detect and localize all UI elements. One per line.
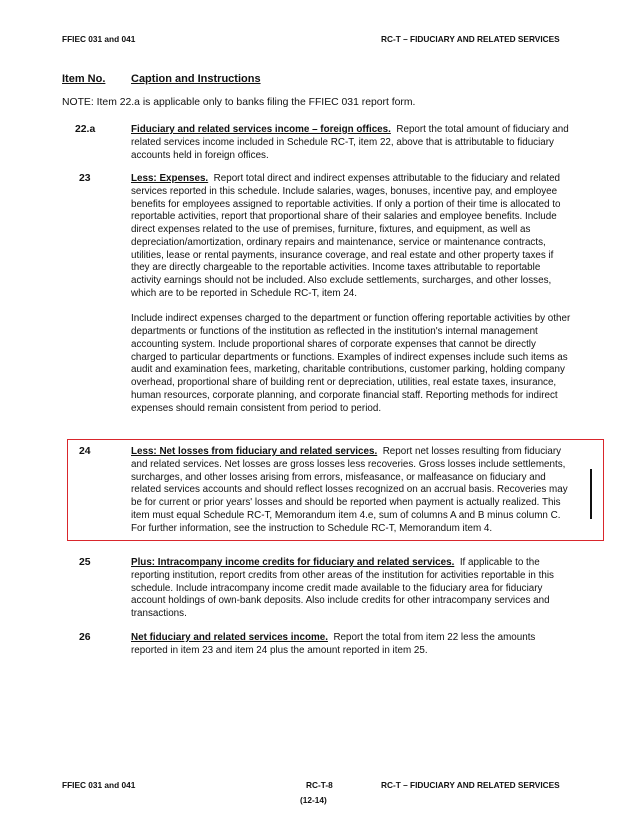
item-caption: Plus: Intracompany income credits for fiduciary and related services. bbox=[131, 557, 455, 568]
item-body bbox=[131, 173, 571, 415]
item-text: Report the total amount of fiduciary and related services income included in Schedule RC-T, item 22, above that is attributable to fiduciary accounts held in foreign offices. bbox=[131, 124, 569, 161]
item-text: If applicable to the reporting institution, report credits from other areas of the institution for activities reportable in this schedule. Include intracompany income credit made available to the fiduciary area for fiduciary account holdings of own-bank deposits. Also include credits for other intracompany services and transactions. bbox=[131, 557, 554, 619]
item-body bbox=[131, 124, 571, 162]
item-body bbox=[131, 446, 571, 535]
item-number: 25 bbox=[79, 557, 91, 568]
item-body bbox=[131, 557, 571, 621]
header-schedule-title: RC-T – FIDUCIARY AND RELATED SERVICES bbox=[381, 34, 560, 44]
item-number: 23 bbox=[79, 173, 91, 184]
header-form-id: FFIEC 031 and 041 bbox=[62, 34, 136, 44]
column-header-item-no: Item No. bbox=[62, 73, 106, 85]
note-text: NOTE: Item 22.a is applicable only to banks filing the FFIEC 031 report form. bbox=[62, 97, 416, 108]
footer-form-id: FFIEC 031 and 041 bbox=[62, 780, 136, 790]
item-caption: Less: Expenses. bbox=[131, 173, 209, 184]
item-number: 24 bbox=[79, 446, 91, 457]
item-number: 26 bbox=[79, 632, 91, 643]
item-text: Report the total from item 22 less the amounts reported in item 23 and item 24 plus the amount reported in item 25. bbox=[131, 632, 536, 656]
item-number: 22.a bbox=[75, 124, 96, 135]
footer-schedule-title: RC-T – FIDUCIARY AND RELATED SERVICES bbox=[381, 780, 560, 790]
item-caption: Less: Net losses from fiduciary and related services. bbox=[131, 446, 378, 457]
footer-page-number: RC-T-8 bbox=[306, 780, 333, 790]
item-caption: Fiduciary and related services income – foreign offices. bbox=[131, 124, 391, 135]
footer-revision-date: (12-14) bbox=[300, 795, 327, 805]
column-header-caption: Caption and Instructions bbox=[131, 73, 261, 85]
item-text: Report net losses resulting from fiduciary and related services. Net losses are gross losses less recoveries. Gross losses include settlements, surcharges, and other losses arising from errors, misfeasance, or malfeasance on fiduciary and related services accounts and should reflect losses recognized on an accrual basis. Recoveries may be for current or prior years' losses and should be reported when payment is actually realized. This item must equal Schedule RC-T, Memorandum item 4.e, sum of columns A and B minus column C. For further information, see the instruction to Schedule RC-T, Memorandum item 4. bbox=[131, 446, 568, 534]
item-body bbox=[131, 632, 571, 658]
revision-change-bar bbox=[590, 469, 592, 519]
item-caption: Net fiduciary and related services income. bbox=[131, 632, 328, 643]
item-text: Report total direct and indirect expenses attributable to the fiduciary and related services reported in this schedule. Include salaries, wages, bonuses, incentive pay, and employee benefits for employees assigned to reportable activities. If only a portion of their time is allocated to reportable activities, report that proportional share of their salaries and employee benefits. Include direct expenses related to the use of premises, furniture, fixtures, and equipment, as well as depreciation/amortization, ordinary repairs and maintenance, service or maintenance contracts, utilities, lease or rental payments, insurance coverage, and real estate and other property taxes if they are directly chargeable to the reportable activities. Income taxes attributable to reportable activity earnings should not be included. Also exclude settlements, surcharges, and other losses, which are to be reported in Schedule RC-T, item 24. bbox=[131, 173, 561, 299]
item-text-paragraph-2: Include indirect expenses charged to the department or function offering reportable activities by other departments or functions of the institution as reflected in the institution's internal management accounting system. Include proportional shares of corporate expenses that cannot be directly charged to particular departments or functions. Examples of indirect expenses include such items as audit and examination fees, marketing, charitable contributions, customer parking, holding company overhead, proportional share of building rent or depreciation, utilities, real estate taxes, insurance, human resources, corporate planning, and corporate financial staff. Reporting methods for indirect expenses should remain consistent from period to period. bbox=[131, 313, 571, 414]
